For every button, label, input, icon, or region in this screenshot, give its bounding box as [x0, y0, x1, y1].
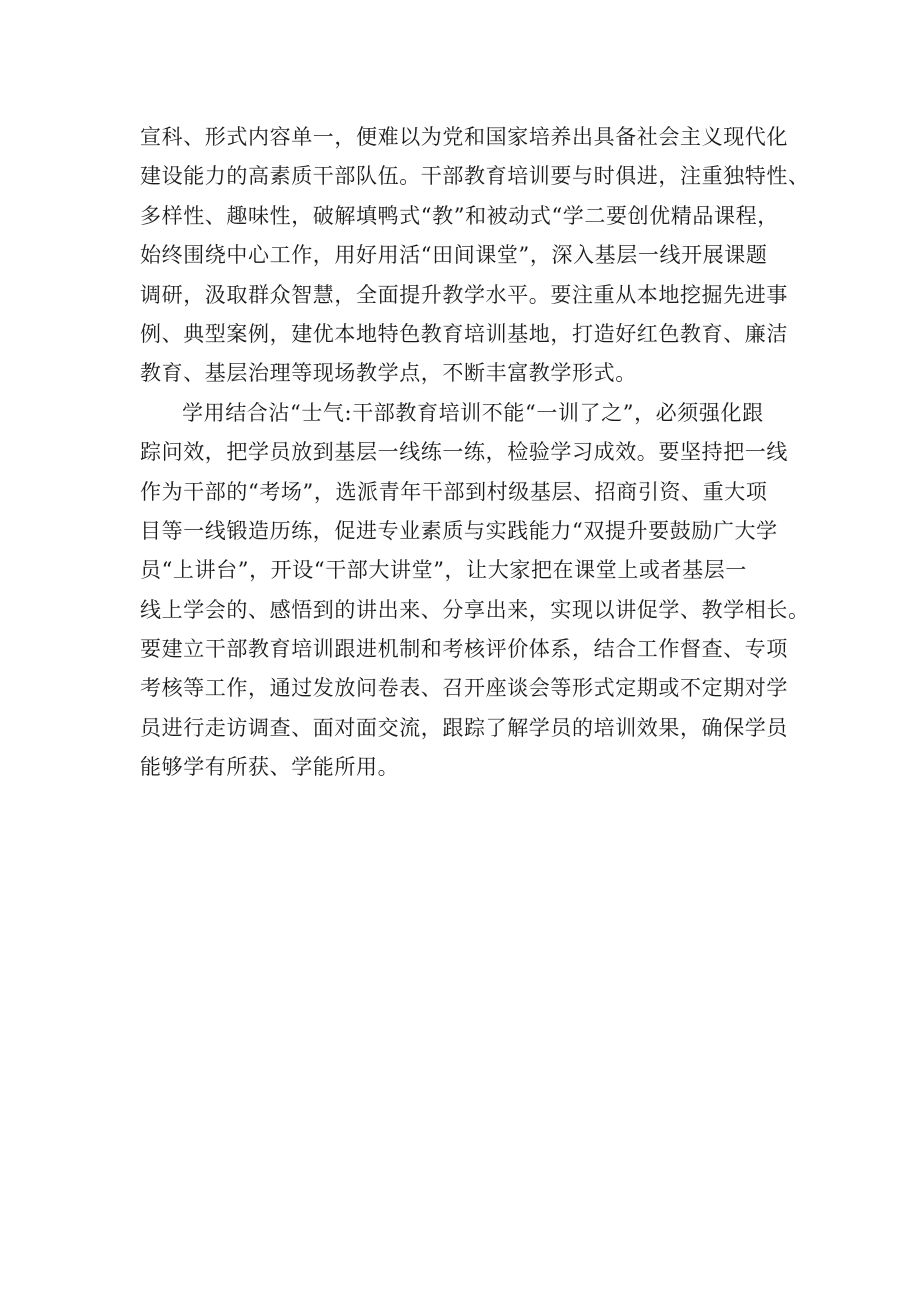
text-line: 多样性、趣味性，破解填鸭式“教”和被动式“学二要创优精品课程，: [140, 203, 779, 228]
text-line: 要建立干部教育培训跟进机制和考核评价体系，结合工作督查、专项: [140, 637, 788, 662]
text-line: 例、典型案例，建优本地特色教育培训基地，打造好红色教育、廉洁: [140, 321, 788, 346]
text-line: 踪问效，把学员放到基层一线练一练，检验学习成效。要坚持把一线: [140, 440, 788, 465]
text-line: 宣科、形式内容单一，便难以为党和国家培养出具备社会主义现代化: [140, 125, 788, 149]
text-line: 作为干部的“考场”，选派青年干部到村级基层、招商引资、重大项: [140, 479, 768, 504]
text-line: 考核等工作，通过发放问卷表、召开座谈会等形式定期或不定期对学: [140, 676, 788, 701]
text-line: 建设能力的高素质干部队伍。干部教育培训要与时俱进，注重独特性、: [140, 164, 810, 189]
text-line: 教育、基层治理等现场教学点，不断丰富教学形式。: [140, 361, 637, 386]
paragraph-first-line: 学用结合沾“士气:干部教育培训不能“一训了之”，必须强化跟: [182, 400, 764, 425]
text-line: 目等一线锻造历练，促进专业素质与实践能力“双提升要鼓励广大学: [140, 518, 778, 543]
text-line: 始终围绕中心工作，用好用活“田间课堂”，深入基层一线开展课题: [140, 243, 768, 268]
text-line: 员“上讲台”，开设“干部大讲堂”，让大家把在课堂上或者基层一: [140, 558, 747, 583]
text-line: 线上学会的、感悟到的讲出来、分享出来，实现以讲促学、教学相长。: [140, 597, 810, 622]
text-line: 调研，汲取群众智慧，全面提升教学水平。要注重从本地挖掘先进事: [140, 282, 788, 307]
document-body: [140, 118, 820, 788]
text-line: 能够学有所获、学能所用。: [140, 755, 400, 780]
text-line: 员进行走访调查、面对面交流，跟踪了解学员的培训效果，确保学员: [140, 715, 788, 740]
